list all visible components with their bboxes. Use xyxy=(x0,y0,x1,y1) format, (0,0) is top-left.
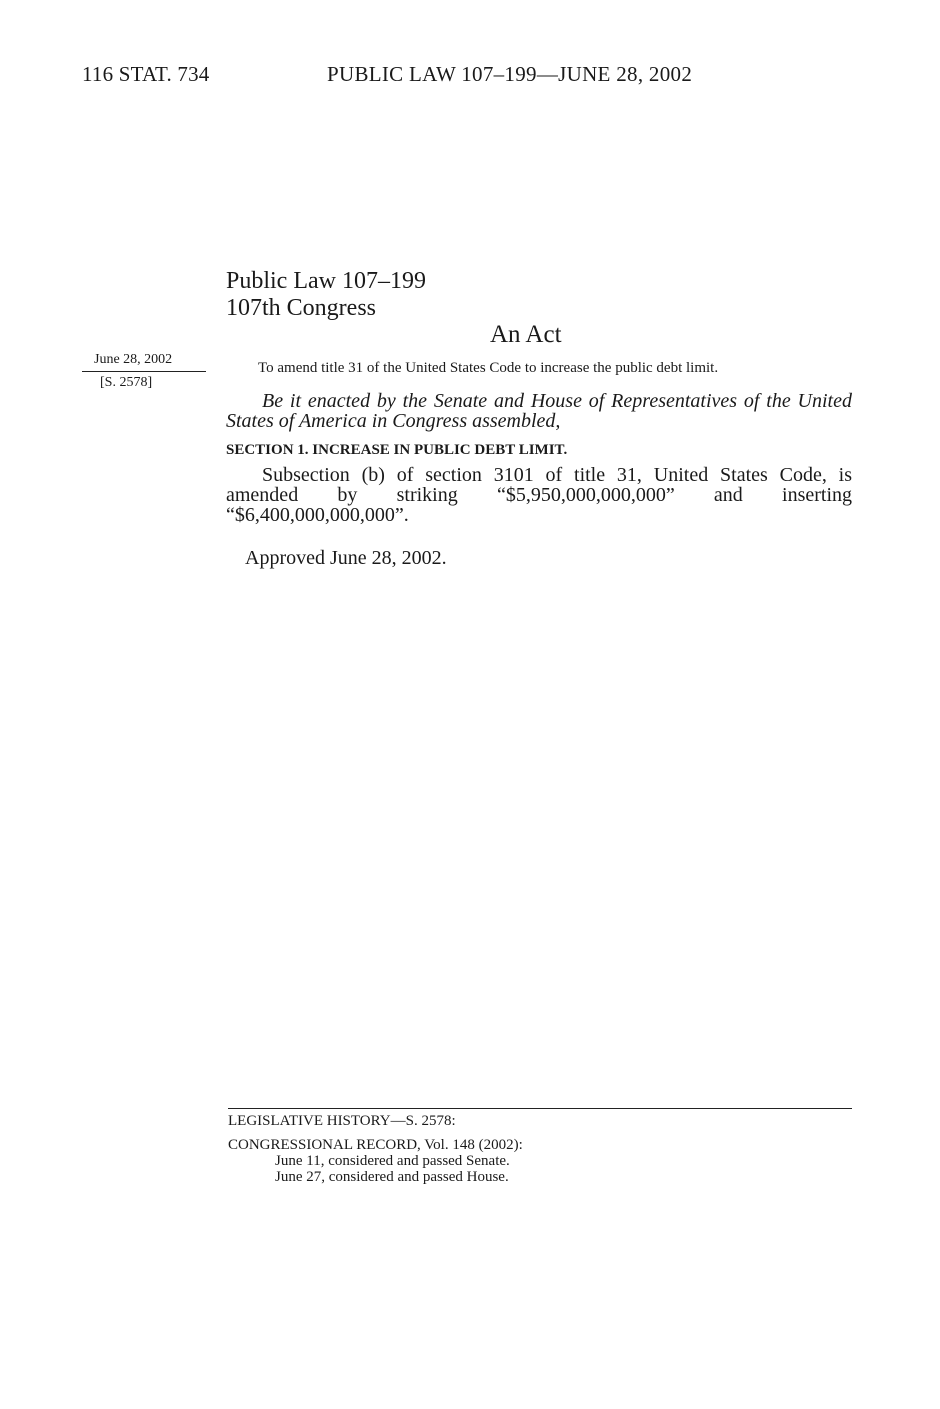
law-number: Public Law 107–199 xyxy=(226,268,426,294)
enacting-clause: Be it enacted by the Senate and House of Representatives of the United States of America in Congress assembled, xyxy=(226,390,852,432)
legislative-history-heading: LEGISLATIVE HISTORY—S. 2578: xyxy=(228,1113,456,1129)
history-entry: June 11, considered and passed Senate. xyxy=(275,1153,510,1169)
running-head-title: PUBLIC LAW 107–199—JUNE 28, 2002 xyxy=(327,62,693,86)
margin-note-divider xyxy=(82,371,206,372)
margin-note-bill: [S. 2578] xyxy=(100,375,153,390)
running-head-stat-page: 116 STAT. 734 xyxy=(82,62,210,86)
act-heading: An Act xyxy=(490,321,562,348)
congress-number: 107th Congress xyxy=(226,295,376,321)
margin-note-date: June 28, 2002 xyxy=(94,352,173,367)
history-entry: June 27, considered and passed House. xyxy=(275,1169,509,1185)
section-body: Subsection (b) of section 3101 of title 31, United States Code, is amended by striking “$5,950,000,000,000” and inserting “$6,400,000,000,000”. xyxy=(226,464,852,526)
approval-line: Approved June 28, 2002. xyxy=(245,547,447,569)
congressional-record-line: CONGRESSIONAL RECORD, Vol. 148 (2002): xyxy=(228,1137,523,1153)
legislative-history-divider xyxy=(228,1108,852,1109)
section-heading: SECTION 1. INCREASE IN PUBLIC DEBT LIMIT. xyxy=(226,442,568,458)
long-title: To amend title 31 of the United States Code to increase the public debt limit. xyxy=(258,360,719,376)
